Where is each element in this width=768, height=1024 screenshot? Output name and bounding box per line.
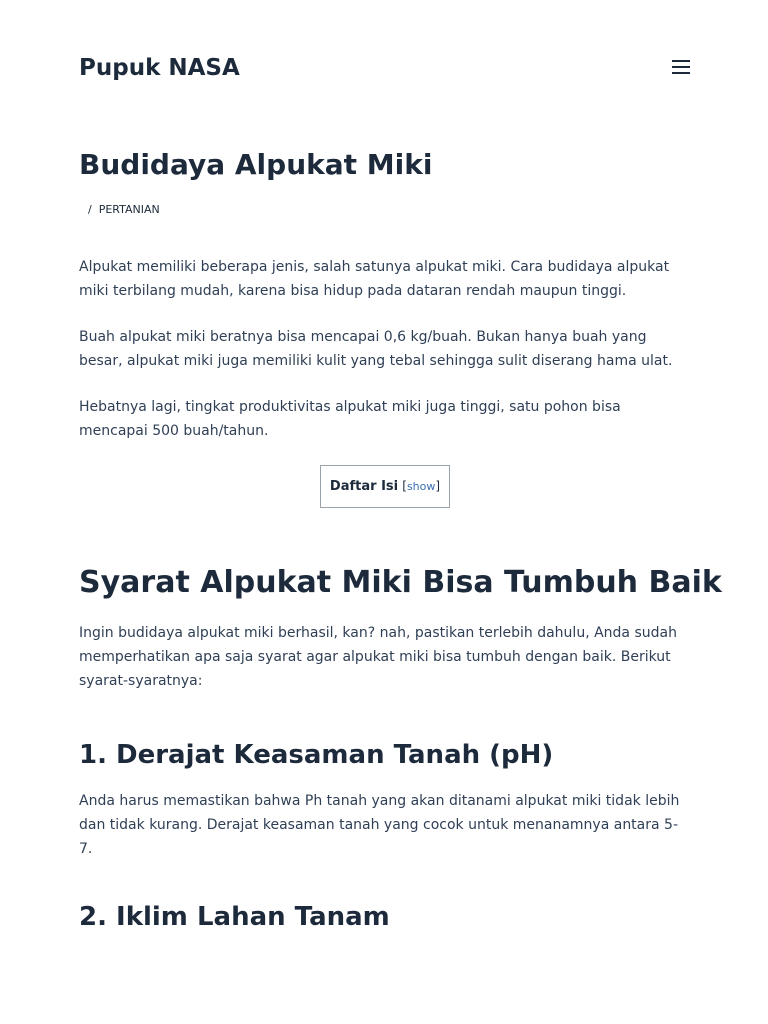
section-heading: Syarat Alpukat Miki Bisa Tumbuh Baik: [79, 565, 722, 600]
site-title-link[interactable]: Pupuk NASA: [79, 55, 240, 81]
subsection-heading: 1. Derajat Keasaman Tanah (pH): [79, 740, 554, 770]
menu-button[interactable]: [671, 55, 691, 79]
breadcrumb: [79, 201, 691, 219]
site-header: [79, 50, 691, 86]
toc-bracket-close: ]: [435, 479, 441, 493]
article-body: [79, 255, 722, 935]
breadcrumb-separator: /: [88, 203, 92, 216]
hamburger-menu-icon: [671, 55, 691, 79]
paragraph: Hebatnya lagi, tingkat produktivitas alpukat miki juga tinggi, satu pohon bisa mencapai 500 buah/tahun.: [79, 399, 621, 439]
toc-bracket-open: [: [402, 479, 407, 493]
page-title: Budidaya Alpukat Miki: [79, 148, 433, 181]
category-link[interactable]: PERTANIAN: [98, 203, 160, 216]
paragraph: Alpukat memiliki beberapa jenis, salah satunya alpukat miki. Cara budidaya alpukat miki terbilang mudah, karena bisa hidup pada dataran rendah maupun tinggi.: [79, 259, 670, 299]
toc-title: Daftar Isi: [329, 479, 399, 494]
table-of-contents-wrapper: [79, 465, 691, 508]
subsection-heading: 2. Iklim Lahan Tanam: [79, 902, 390, 932]
table-of-contents: [320, 465, 450, 508]
main-content: [79, 145, 722, 935]
toc-show-toggle[interactable]: show: [406, 480, 436, 493]
paragraph: Buah alpukat miki beratnya bisa mencapai 0,6 kg/buah. Bukan hanya buah yang besar, alpukat miki juga memiliki kulit yang tebal sehingga sulit diserang hama ulat.: [79, 329, 673, 369]
subsection-paragraph: Anda harus memastikan bahwa Ph tanah yang akan ditanami alpukat miki tidak lebih dan tidak kurang. Derajat keasaman tanah yang cocok untuk menanamnya antara 5-7.: [79, 793, 680, 857]
section-intro: Ingin budidaya alpukat miki berhasil, kan? nah, pastikan terlebih dahulu, Anda sudah memperhatikan apa saja syarat agar alpukat miki bisa tumbuh dengan baik. Berikut syarat-syaratnya:: [79, 625, 677, 689]
